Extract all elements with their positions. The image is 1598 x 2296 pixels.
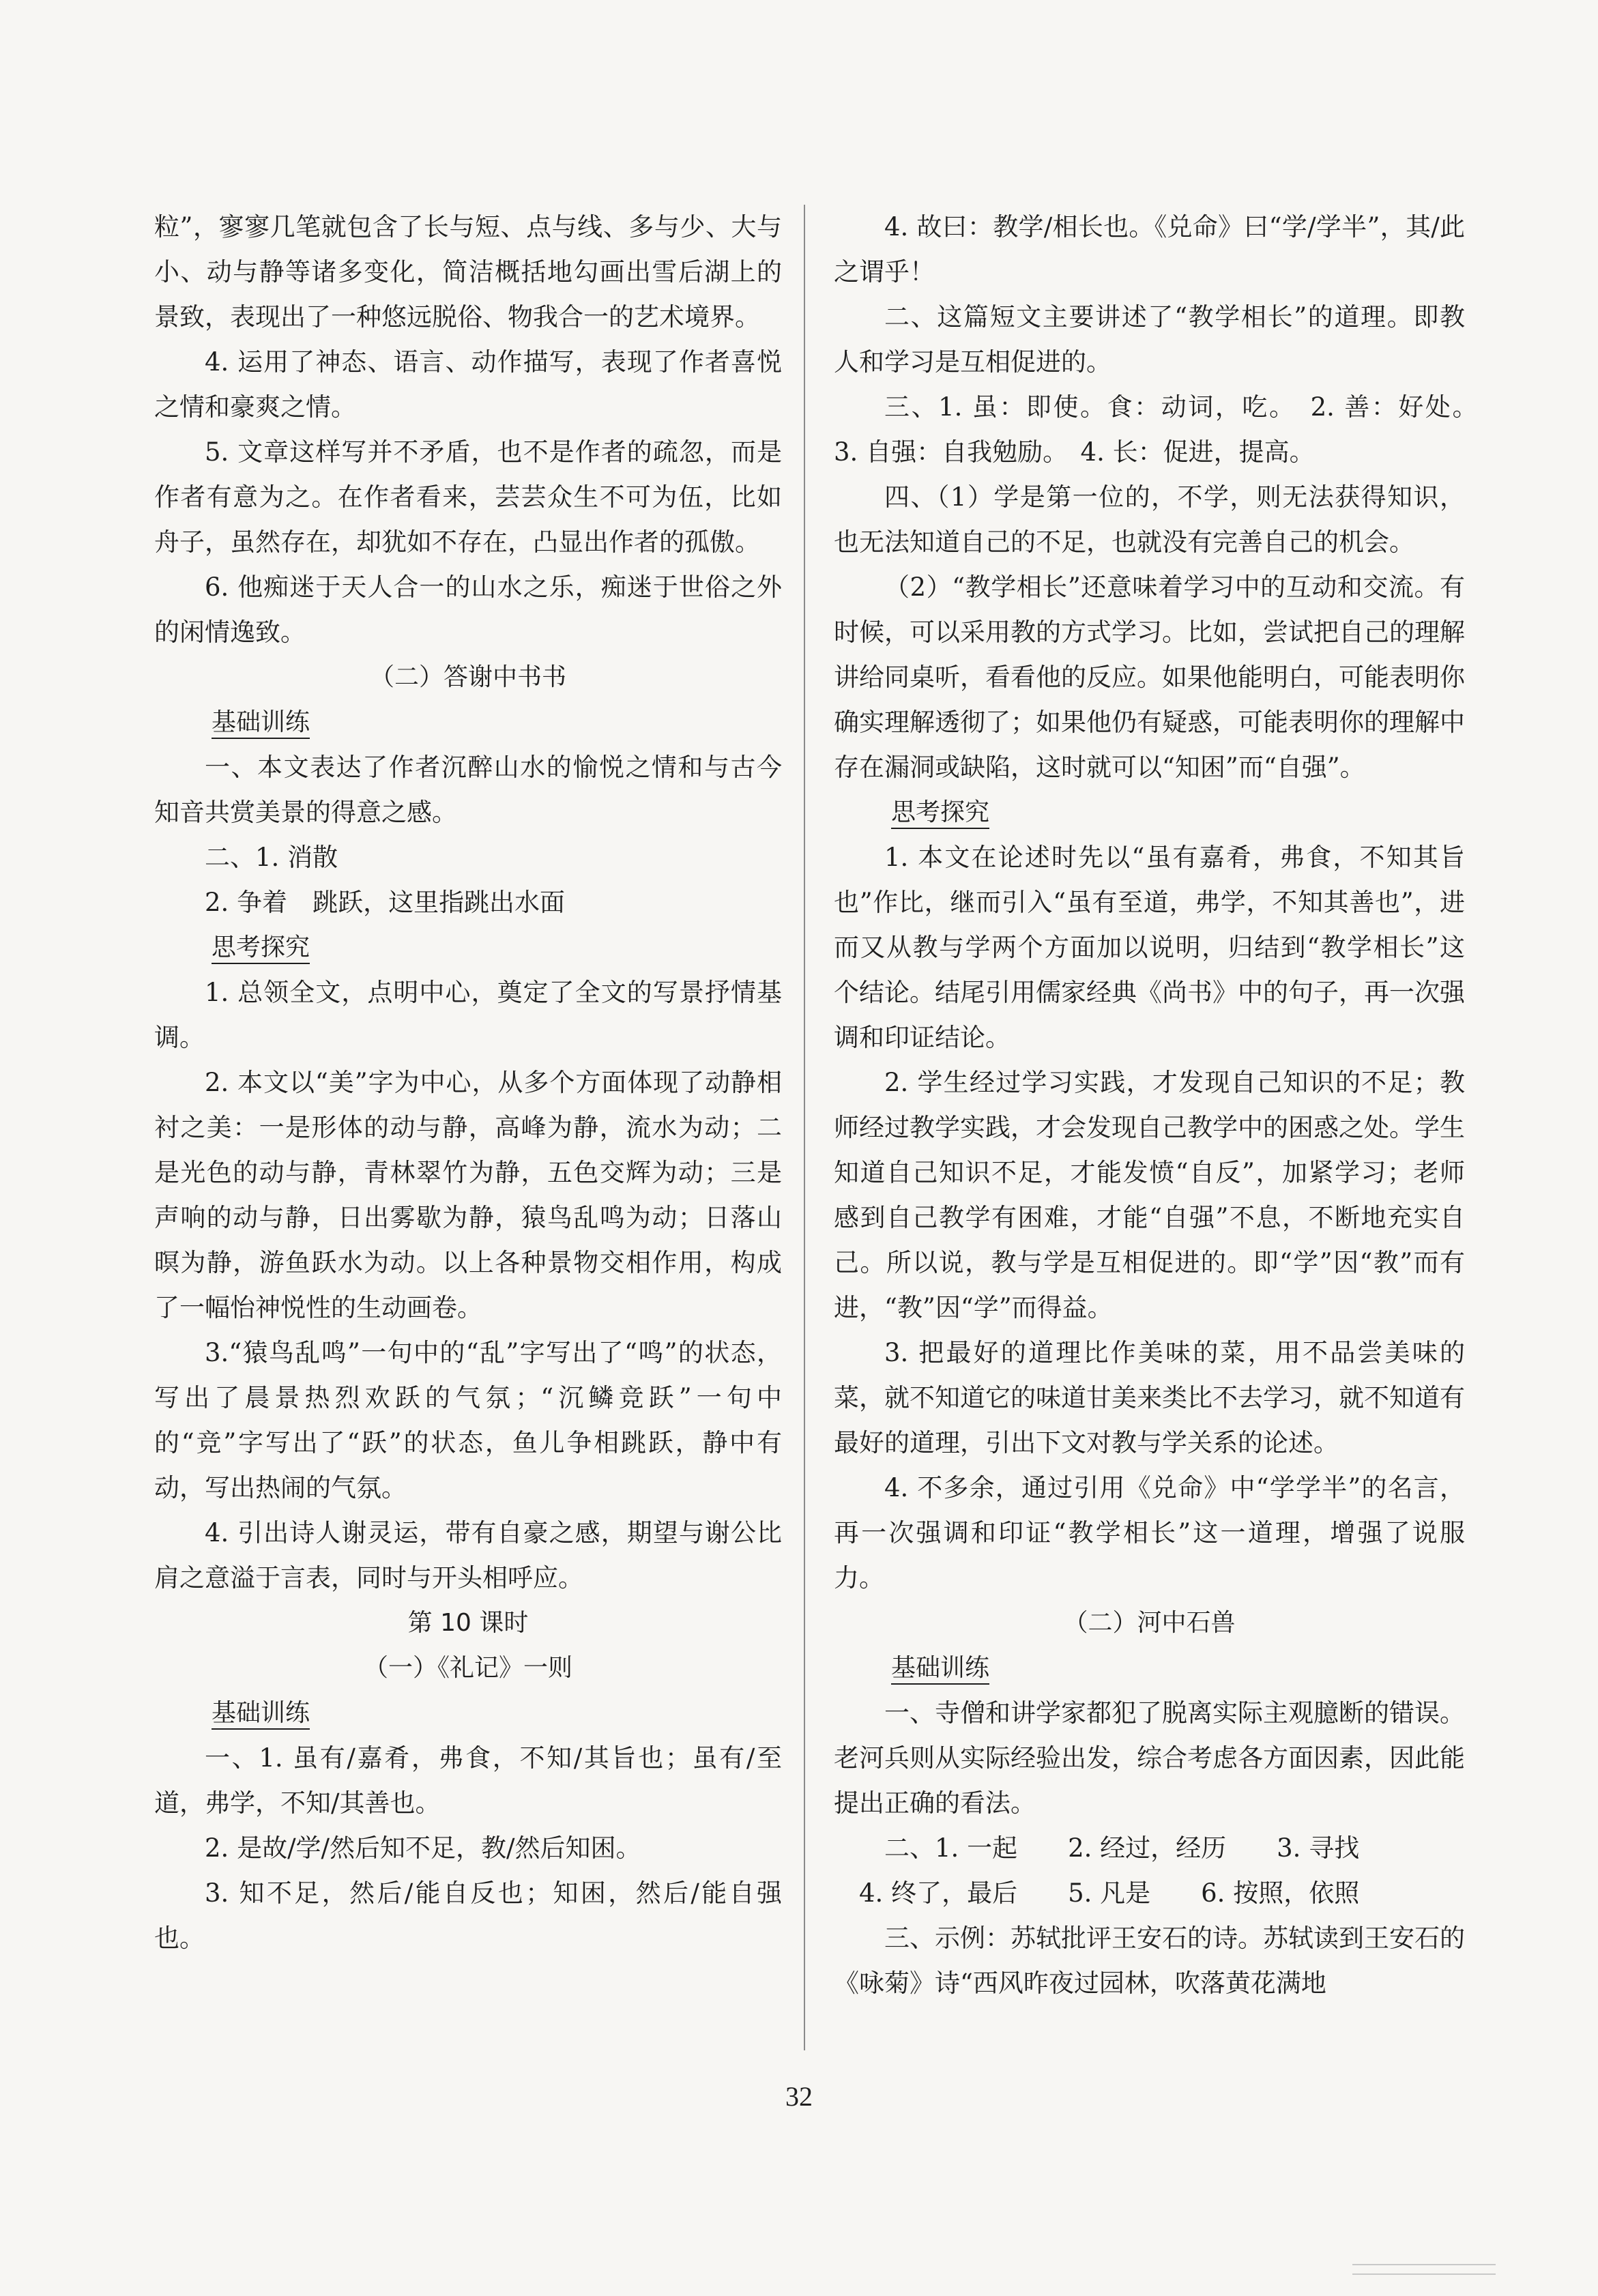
paragraph: 2. 学生经过学习实践，才发现自己知识的不足；教师经过教学实践，才会发现自己教学中的困惑之处。学生知道自己知识不足，才能发愤“自反”，加紧学习；老师感到自己教学有困难，才能“自强”不息，不断地充实自己。所以说，教与学是互相促进的。即“学”因“教”而有进，“教”因“学”而得益。: [834, 1068, 1465, 1322]
column-divider: [804, 205, 805, 2050]
paragraph: 3. 把最好的道理比作美味的菜，用不品尝美味的菜，就不知道它的味道甘美来类比不去学习，就不知道有最好的道理，引出下文对教与学关系的论述。: [834, 1338, 1465, 1457]
subsection-heading-text: 基础训练: [212, 708, 310, 739]
paragraph: 二、1. 一起 2. 经过，经历 3. 寻找: [884, 1833, 1360, 1863]
subsection-heading: [834, 790, 1465, 835]
lesson-title: 第 10 课时: [407, 1609, 529, 1637]
paragraph: 一、1. 虽有/嘉肴，弗食，不知/其旨也；虽有/至道，弗学，不知/其善也。: [154, 1743, 782, 1818]
page-number: 32: [785, 2081, 813, 2112]
paragraph: 5. 文章这样写并不矛盾，也不是作者的疏忽，而是作者有意为之。在作者看来，芸芸众生不可为伍，比如舟子，虽然存在，却犹如不存在，凸显出作者的孤傲。: [154, 437, 782, 557]
paragraph: 4. 终了，最后 5. 凡是 6. 按照，依照: [834, 1878, 1360, 1908]
paragraph: 2. 本文以“美”字为中心，从多个方面体现了动静相衬之美：一是形体的动与静，高峰为静，流水为动；二是光色的动与静，青林翠竹为静，五色交辉为动；三是声响的动与静，日出雾歇为静，猿鸟乱鸣为动；日落山暝为静，游鱼跃水为动。以上各种景物交相作用，构成了一幅怡神悦性的生动画卷。: [154, 1068, 782, 1322]
subsection-heading: [154, 925, 782, 970]
paragraph: 2. 争着 跳跃，这里指跳出水面: [205, 888, 566, 917]
paragraph: 一、本文表达了作者沉醉山水的愉悦之情和与古今知音共赏美景的得意之感。: [154, 753, 782, 827]
paragraph: 4. 不多余，通过引用《兑命》中“学学半”的名言，再一次强调和印证“教学相长”这一道理，增强了说服力。: [834, 1473, 1465, 1593]
section-title: （一）《礼记》一则: [363, 1654, 572, 1682]
paragraph: 一、寺僧和讲学家都犯了脱离实际主观臆断的错误。老河兵则从实际经验出发，综合考虑各方面因素，因此能提出正确的看法。: [834, 1698, 1465, 1818]
paragraph: 4. 故曰：教学/相长也。《兑命》曰“学/学半”，其/此之谓乎！: [834, 212, 1465, 287]
right-column: [834, 205, 1490, 2006]
paragraph: （2）“教学相长”还意味着学习中的互动和交流。有时候，可以采用教的方式学习。比如，尝试把自己的理解讲给同桌听，看看他的反应。如果他能明白，可能表明你确实理解透彻了；如果他仍有疑惑，可能表明你的理解中存在漏洞或缺陷，这时就可以“知困”而“自强”。: [834, 572, 1465, 782]
paragraph: 二、1. 消散: [205, 843, 338, 872]
paragraph: 2. 是故/学/然后知不足，教/然后知困。: [205, 1833, 641, 1863]
section-title: （二）答谢中书书: [369, 663, 566, 691]
paragraph: 粒”，寥寥几笔就包含了长与短、点与线、多与少、大与小、动与静等诸多变化，简洁概括地勾画出雪后湖上的景致，表现出了一种悠远脱俗、物我合一的艺术境界。: [154, 212, 782, 332]
subsection-heading-text: 基础训练: [212, 1699, 310, 1730]
paragraph: 4. 运用了神态、语言、动作描写，表现了作者喜悦之情和豪爽之情。: [154, 347, 782, 422]
paragraph: 二、这篇短文主要讲述了“教学相长”的道理。即教人和学习是互相促进的。: [834, 302, 1465, 377]
subsection-heading: [154, 700, 782, 745]
paragraph: 6. 他痴迷于天人合一的山水之乐，痴迷于世俗之外的闲情逸致。: [154, 572, 782, 647]
paragraph: 四、（1）学是第一位的，不学，则无法获得知识，也无法知道自己的不足，也就没有完善自己的机会。: [834, 482, 1465, 557]
paragraph: 4. 引出诗人谢灵运，带有自豪之感，期望与谢公比肩之意溢于言表，同时与开头相呼应。: [154, 1518, 782, 1593]
subsection-heading: [154, 1691, 782, 1736]
paragraph: 三、示例：苏轼批评王安石的诗。苏轼读到王安石的《咏菊》诗“西风昨夜过园林，吹落黄花满地: [834, 1923, 1465, 1998]
subsection-heading-text: 思考探究: [212, 933, 310, 964]
paragraph: 1. 总领全文，点明中心，奠定了全文的写景抒情基调。: [154, 978, 782, 1052]
footer-rule: [1352, 2264, 1496, 2275]
paragraph: 三、1. 虽：即使。食：动词，吃。 2. 善：好处。 3. 自强：自我勉励。 4. 长：促进，提高。: [834, 392, 1490, 467]
paragraph: 1. 本文在论述时先以“虽有嘉肴，弗食，不知其旨也”作比，继而引入“虽有至道，弗学，不知其善也”，进而又从教与学两个方面加以说明，归结到“教学相长”这个结论。结尾引用儒家经典《尚书》中的句子，再一次强调和印证结论。: [834, 843, 1465, 1052]
section-title: （二）河中石兽: [1063, 1609, 1236, 1637]
subsection-heading-text: 思考探究: [891, 798, 989, 829]
left-column: [154, 205, 782, 1961]
paragraph: 3.“猿鸟乱鸣”一句中的“乱”字写出了“鸣”的状态，写出了晨景热烈欢跃的气氛；“沉鳞竞跃”一句中的“竞”字写出了“跃”的状态，鱼儿争相跳跃，静中有动，写出热闹的气氛。: [154, 1338, 782, 1502]
paragraph: 3. 知不足，然后/能自反也；知困，然后/能自强也。: [154, 1878, 782, 1953]
subsection-heading-text: 基础训练: [891, 1654, 989, 1685]
subsection-heading: [834, 1646, 1465, 1691]
